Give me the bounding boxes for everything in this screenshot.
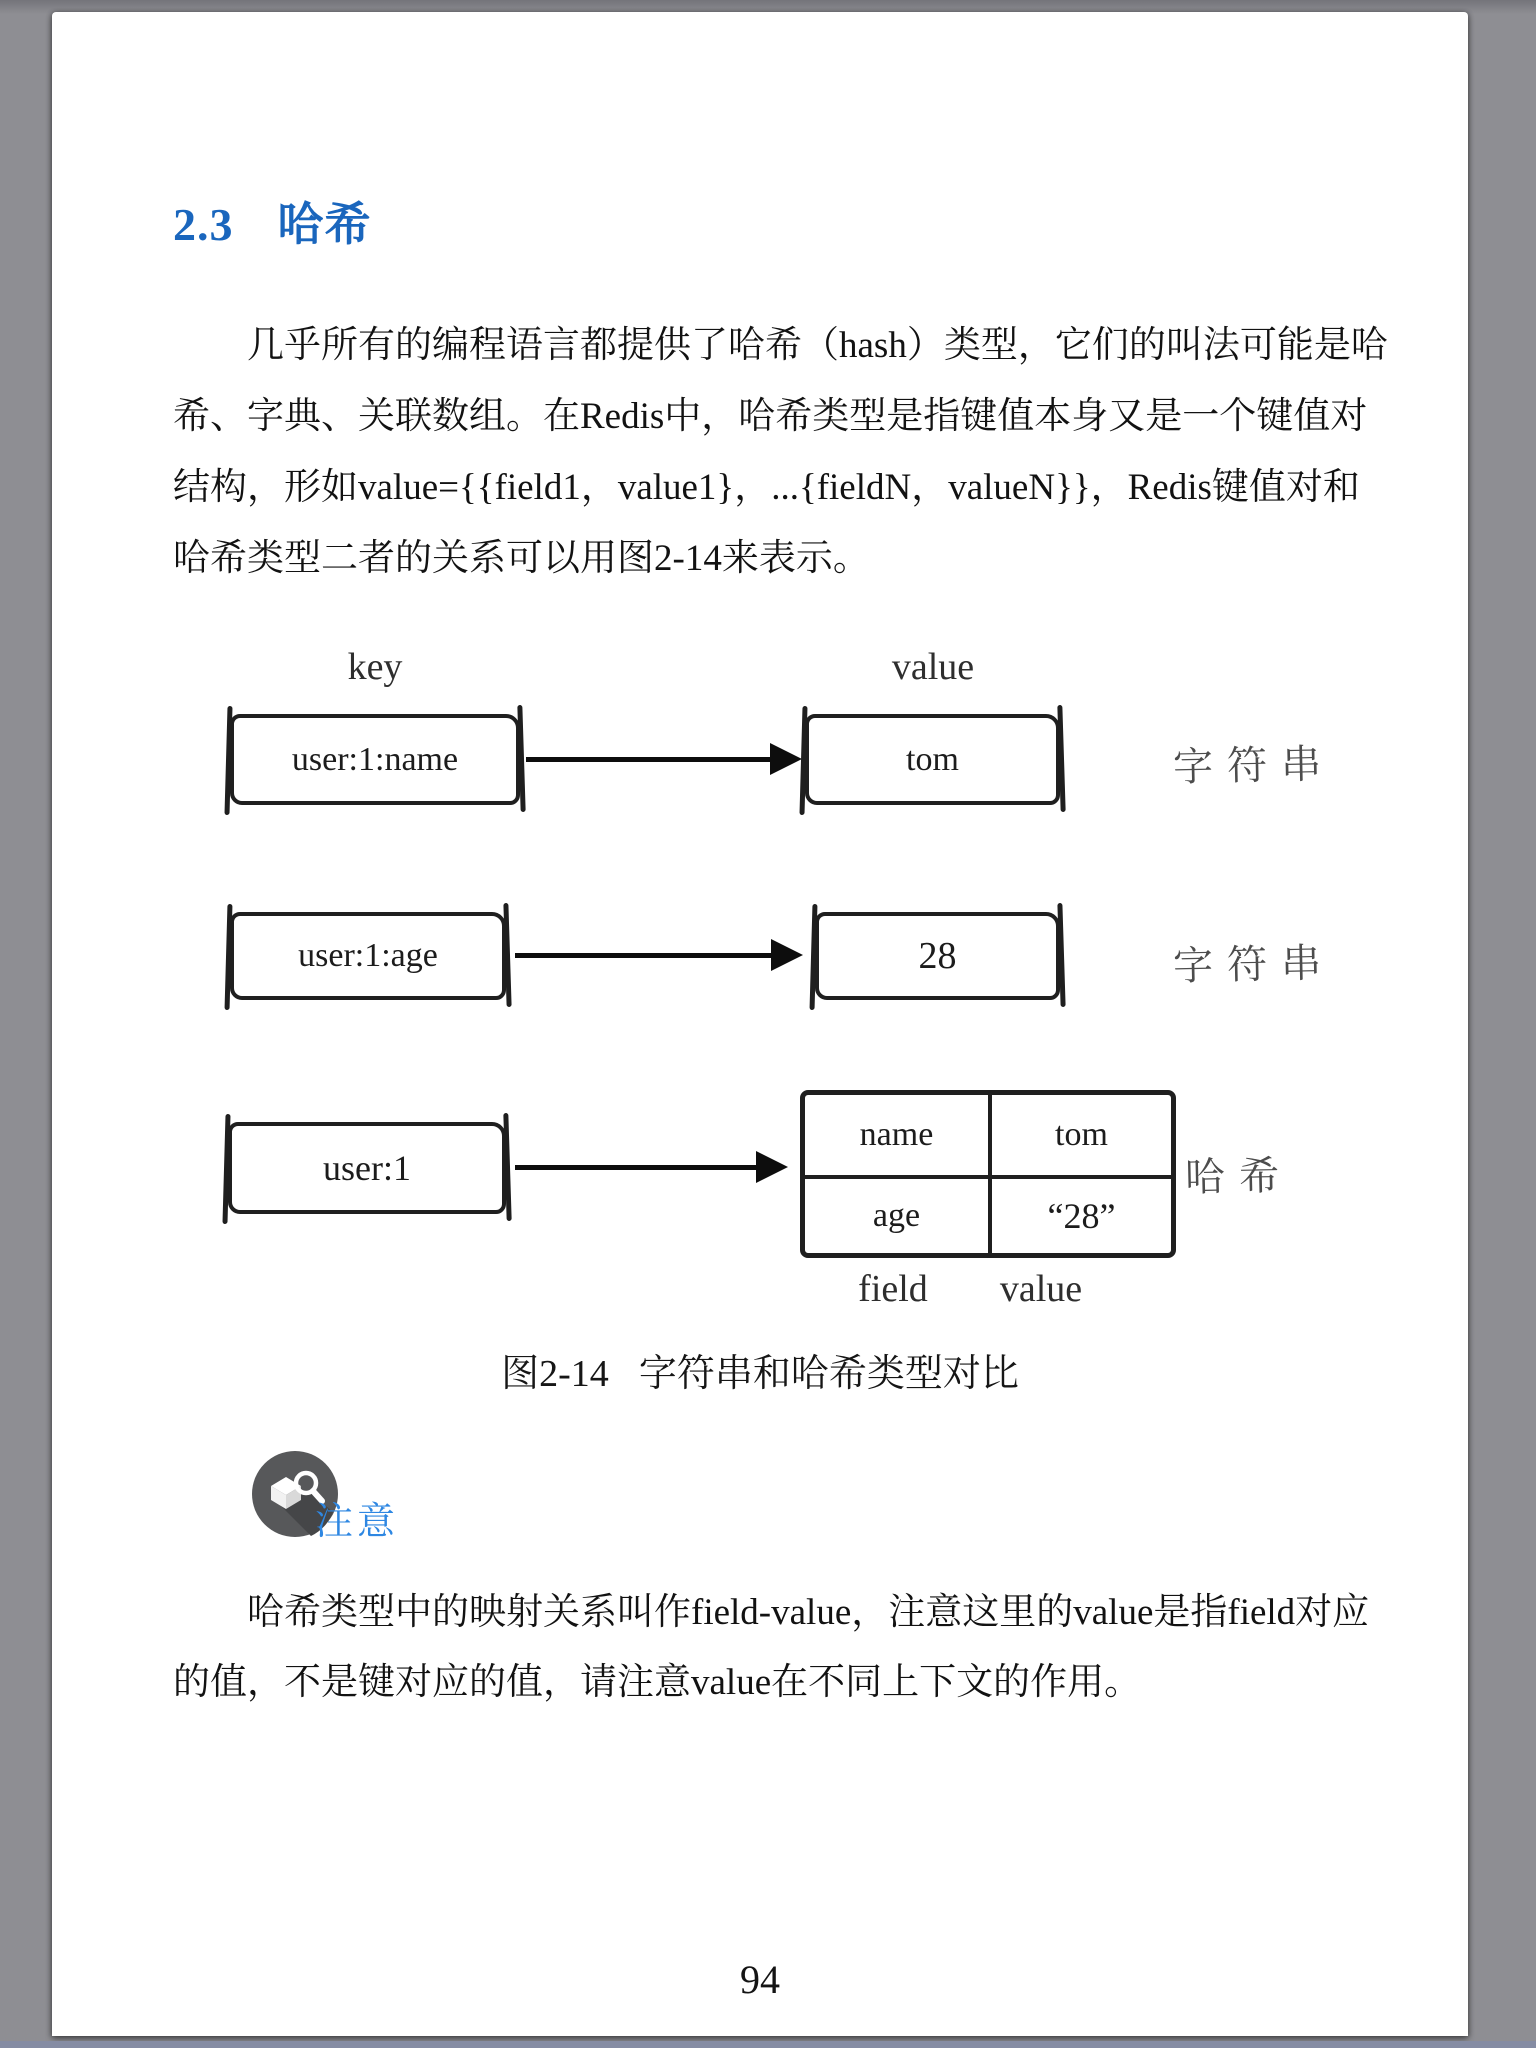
- arrow-icon: [526, 757, 772, 762]
- value-box: 28: [815, 912, 1060, 1000]
- hash-cell-field: age: [805, 1179, 992, 1253]
- paragraph-intro: [173, 310, 1388, 594]
- paragraph-line: 哈希类型中的映射关系叫作field-value，注意这里的value是指field对应: [247, 1592, 1370, 1633]
- field-footer-label: field: [858, 1268, 928, 1310]
- figure-key-header: key: [347, 646, 403, 688]
- key-box: user:1:age: [230, 912, 506, 1000]
- value-footer-label: value: [999, 1268, 1083, 1310]
- figure-value-header: value: [891, 646, 975, 688]
- arrow-icon: [515, 953, 773, 958]
- section-title: 哈希: [277, 199, 372, 250]
- paragraph-note-body: [173, 1578, 1370, 1718]
- figure-caption-number: 图2-14: [501, 1353, 609, 1395]
- page-number: 94: [740, 1957, 780, 2002]
- note-label: 注意: [315, 1501, 400, 1543]
- value-box: tom: [805, 714, 1060, 805]
- paragraph-line: 哈希类型二者的关系可以用图2-14来表示。: [173, 538, 870, 579]
- hash-cell-field: name: [805, 1095, 992, 1179]
- paragraph-line: 结构，形如value={{field1，value1}，...{fieldN，valueN}}，Redis键值对和: [173, 467, 1360, 508]
- hash-cell-value: tom: [992, 1095, 1171, 1179]
- bottom-accent-bar: [0, 2041, 1536, 2048]
- type-label-string: 字符串: [1172, 741, 1336, 790]
- key-box: user:1:name: [230, 714, 520, 805]
- figure-caption: [52, 1342, 1468, 1397]
- book-page: [52, 12, 1468, 2036]
- key-box: user:1: [228, 1122, 506, 1214]
- figure-caption-text: 字符串和哈希类型对比: [638, 1353, 1019, 1395]
- type-label-string: 字符串: [1172, 940, 1336, 989]
- section-heading: [173, 188, 372, 254]
- paragraph-line: 几乎所有的编程语言都提供了哈希（hash）类型，它们的叫法可能是哈: [247, 325, 1388, 366]
- paragraph-line: 希、字典、关联数组。在Redis中，哈希类型是指键值本身又是一个键值对: [173, 396, 1368, 437]
- paragraph-line: 的值，不是键对应的值，请注意value在不同上下文的作用。: [173, 1662, 1142, 1703]
- arrow-icon: [515, 1165, 758, 1170]
- hash-cell-value: “28”: [1047, 1196, 1116, 1236]
- type-label-hash: 哈希: [1184, 1152, 1294, 1201]
- hash-field-value-table: [800, 1090, 1176, 1258]
- section-number: 2.3: [173, 199, 234, 250]
